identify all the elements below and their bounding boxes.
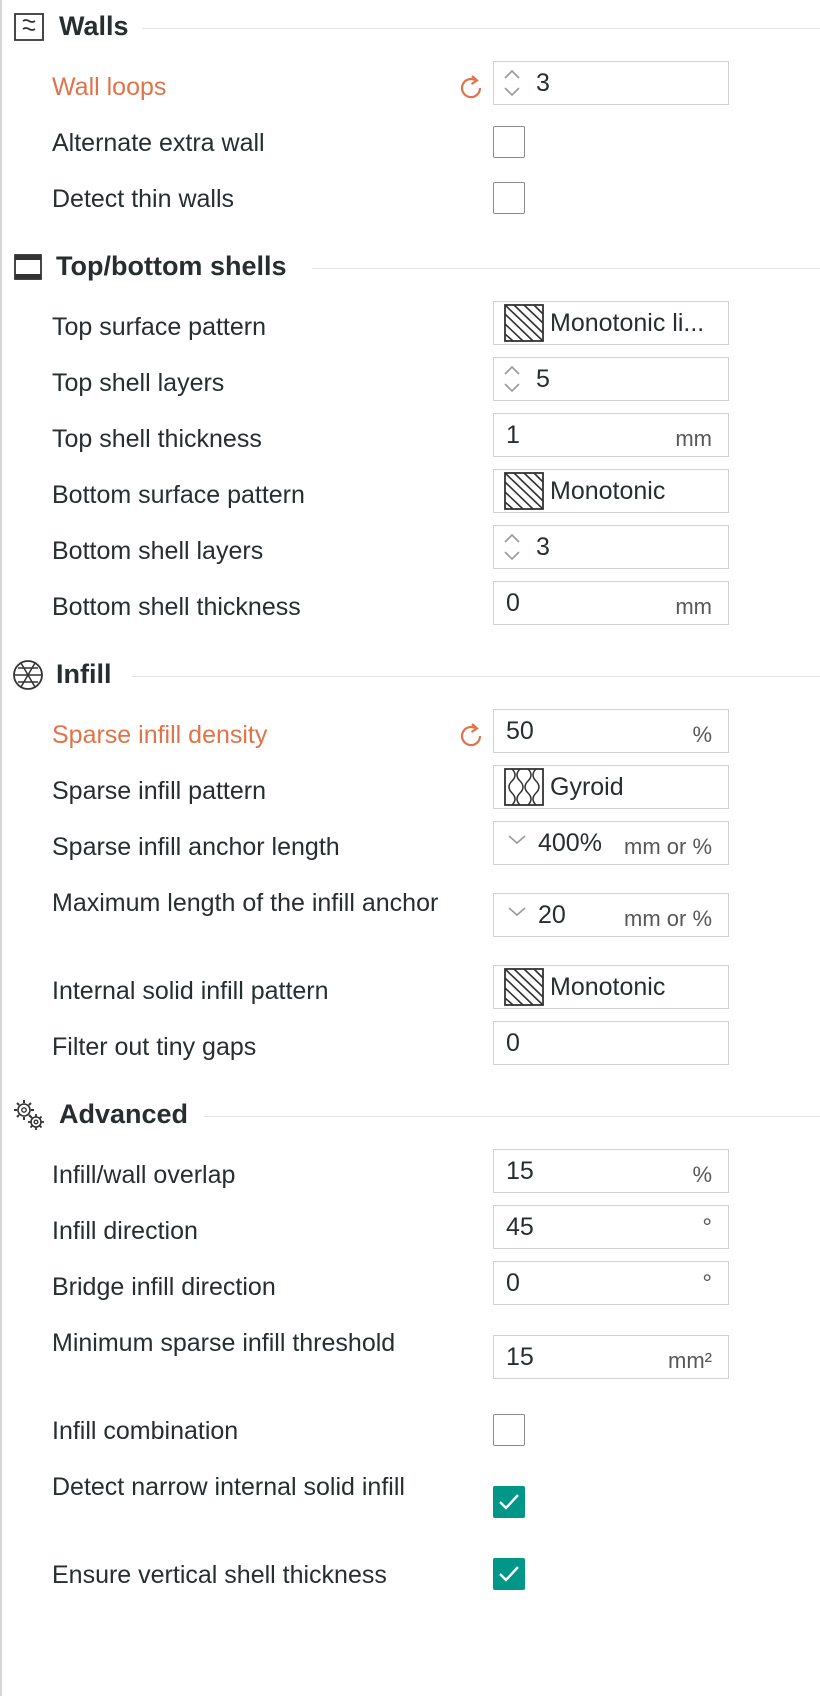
section-title-walls: Walls <box>59 11 129 41</box>
bottom-shell-thickness-input[interactable] <box>493 581 729 625</box>
infill-combination-label: Infill combination <box>52 1417 239 1445</box>
bottom-shell-layers-input[interactable] <box>493 525 729 569</box>
bridge-infill-direction-input[interactable] <box>493 1261 729 1305</box>
internal-solid-infill-pattern-select[interactable] <box>493 965 729 1009</box>
spinner-arrows-icon[interactable] <box>498 360 526 398</box>
top-surface-pattern-value: Monotonic li... <box>550 309 705 337</box>
section-divider <box>132 676 820 677</box>
ensure-vertical-shell-thickness-checkbox[interactable] <box>493 1558 525 1590</box>
checkmark-icon <box>498 1564 520 1584</box>
detect-narrow-internal-solid-infill-checkbox[interactable] <box>493 1486 525 1518</box>
wall-loops-input[interactable] <box>493 61 729 105</box>
sparse-infill-density-input[interactable] <box>493 709 729 753</box>
min-sparse-infill-threshold-value: 15 <box>506 1343 534 1371</box>
gears-icon <box>12 1098 46 1132</box>
min-sparse-infill-threshold-label: Minimum sparse infill threshold <box>52 1329 396 1357</box>
top-surface-pattern-label: Top surface pattern <box>52 313 267 341</box>
wall-loops-label: Wall loops <box>52 73 167 101</box>
top-surface-pattern-select[interactable] <box>493 301 729 345</box>
sparse-infill-anchor-length-value: 400% <box>538 829 602 857</box>
monotonic-pattern-icon <box>504 304 544 342</box>
chevron-down-icon[interactable] <box>506 904 528 920</box>
bottom-shell-layers-label: Bottom shell layers <box>52 537 264 565</box>
max-infill-anchor-value: 20 <box>538 901 566 929</box>
infill-icon <box>12 658 46 692</box>
sparse-infill-anchor-length-label: Sparse infill anchor length <box>52 833 340 861</box>
unit-label: mm <box>675 594 712 619</box>
top-shell-thickness-label: Top shell thickness <box>52 425 262 453</box>
bottom-shell-layers-value: 3 <box>536 533 550 561</box>
bottom-shell-thickness-label: Bottom shell thickness <box>52 593 301 621</box>
section-divider <box>204 1116 820 1117</box>
walls-icon <box>12 10 46 44</box>
shells-icon <box>12 250 46 284</box>
chevron-down-icon[interactable] <box>506 832 528 848</box>
top-shell-layers-input[interactable] <box>493 357 729 401</box>
bottom-surface-pattern-label: Bottom surface pattern <box>52 481 305 509</box>
top-shell-thickness-input[interactable] <box>493 413 729 457</box>
sparse-infill-pattern-label: Sparse infill pattern <box>52 777 267 805</box>
infill-combination-checkbox[interactable] <box>493 1414 525 1446</box>
unit-label: mm or % <box>624 906 712 931</box>
filter-tiny-gaps-value: 0 <box>506 1029 520 1057</box>
sparse-infill-pattern-select[interactable] <box>493 765 729 809</box>
unit-label: ° <box>702 1214 712 1241</box>
sparse-infill-density-label: Sparse infill density <box>52 721 268 749</box>
max-infill-anchor-combo[interactable] <box>493 893 729 937</box>
ensure-vertical-shell-thickness-label: Ensure vertical shell thickness <box>52 1561 387 1589</box>
monotonic-pattern-icon <box>504 968 544 1006</box>
bottom-shell-thickness-value: 0 <box>506 589 520 617</box>
internal-solid-infill-pattern-label: Internal solid infill pattern <box>52 977 329 1005</box>
max-infill-anchor-label: Maximum length of the infill anchor <box>52 889 439 917</box>
top-shell-thickness-value: 1 <box>506 421 520 449</box>
top-shell-layers-value: 5 <box>536 365 550 393</box>
infill-direction-value: 45 <box>506 1213 534 1241</box>
panel-left-border <box>0 0 2 1696</box>
section-header-walls <box>12 8 820 44</box>
infill-direction-input[interactable] <box>493 1205 729 1249</box>
detect-thin-walls-checkbox[interactable] <box>493 182 525 214</box>
alternate-extra-wall-label: Alternate extra wall <box>52 129 265 157</box>
section-header-shells <box>12 248 820 284</box>
section-divider <box>142 28 820 29</box>
infill-wall-overlap-value: 15 <box>506 1157 534 1185</box>
detect-narrow-internal-solid-infill-label: Detect narrow internal solid infill <box>52 1473 405 1501</box>
spinner-arrows-icon[interactable] <box>498 64 526 102</box>
unit-label: mm² <box>668 1348 712 1373</box>
section-title-advanced: Advanced <box>59 1099 189 1129</box>
filter-tiny-gaps-input[interactable] <box>493 1021 729 1065</box>
section-title-shells: Top/bottom shells <box>56 251 287 281</box>
bridge-infill-direction-label: Bridge infill direction <box>52 1273 276 1301</box>
bridge-infill-direction-value: 0 <box>506 1269 520 1297</box>
gyroid-pattern-icon <box>504 768 544 806</box>
section-title-infill: Infill <box>56 659 112 689</box>
detect-thin-walls-label: Detect thin walls <box>52 185 235 213</box>
section-header-infill <box>12 656 820 692</box>
bottom-surface-pattern-select[interactable] <box>493 469 729 513</box>
bottom-surface-pattern-value: Monotonic <box>550 477 666 505</box>
top-shell-layers-label: Top shell layers <box>52 369 225 397</box>
reset-icon[interactable] <box>456 73 486 103</box>
unit-label: mm or % <box>624 834 712 859</box>
infill-wall-overlap-input[interactable] <box>493 1149 729 1193</box>
sparse-infill-pattern-value: Gyroid <box>550 773 624 801</box>
infill-wall-overlap-label: Infill/wall overlap <box>52 1161 236 1189</box>
monotonic-pattern-icon <box>504 472 544 510</box>
sparse-infill-anchor-length-combo[interactable] <box>493 821 729 865</box>
alternate-extra-wall-checkbox[interactable] <box>493 126 525 158</box>
section-header-advanced <box>12 1096 820 1132</box>
reset-icon[interactable] <box>456 721 486 751</box>
section-divider <box>312 268 820 269</box>
unit-label: ° <box>702 1270 712 1297</box>
unit-label: % <box>692 1162 712 1187</box>
sparse-infill-density-value: 50 <box>506 717 534 745</box>
infill-direction-label: Infill direction <box>52 1217 198 1245</box>
internal-solid-infill-pattern-value: Monotonic <box>550 973 666 1001</box>
unit-label: mm <box>675 426 712 451</box>
spinner-arrows-icon[interactable] <box>498 528 526 566</box>
wall-loops-value: 3 <box>536 69 550 97</box>
unit-label: % <box>692 722 712 747</box>
min-sparse-infill-threshold-input[interactable] <box>493 1335 729 1379</box>
checkmark-icon <box>498 1492 520 1512</box>
filter-tiny-gaps-label: Filter out tiny gaps <box>52 1033 257 1061</box>
